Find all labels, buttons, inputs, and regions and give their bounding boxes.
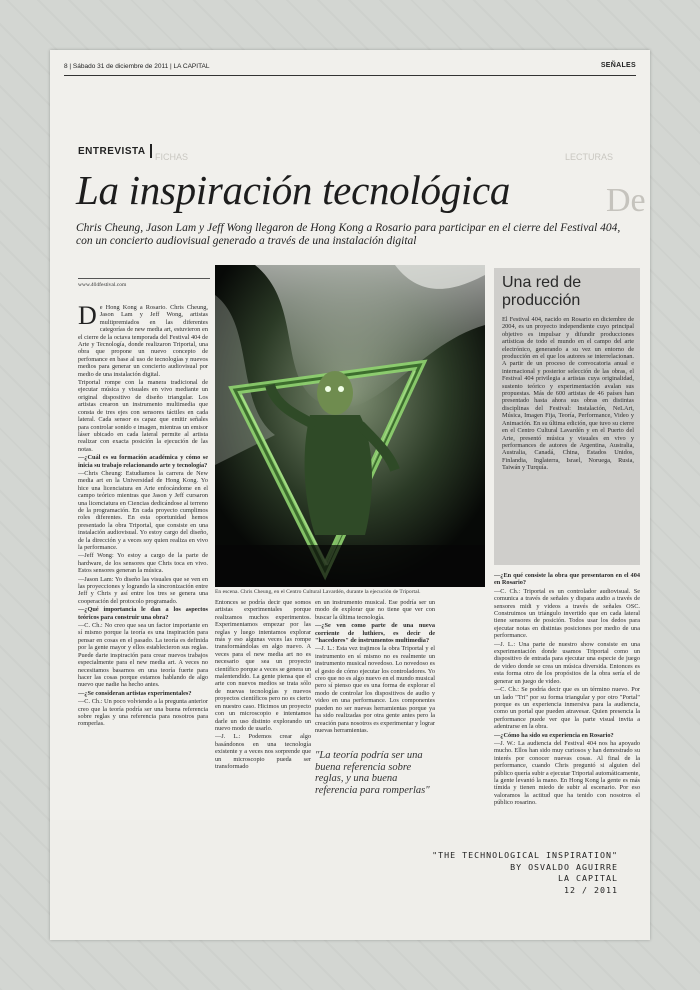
- ghost-text-fichas: FICHAS: [155, 152, 189, 162]
- drop-cap: D: [78, 304, 97, 330]
- column-2: [215, 599, 311, 814]
- question: —¿Cómo ha sido su experiencia en Rosario?: [494, 731, 614, 739]
- credit-publication: LA CAPITAL: [558, 873, 618, 883]
- answer: —C. Ch.: Triportal es un controlador audiovisual. Se comunica a través de señales y dispara audio a través de sensores midi y videos a través de señales OSC. Construimos un triángulo invertido que en cada lateral tiene sensores de posición. Todos usar los dedos para ejecutar notas en distintas posiciones por medio de una performance.: [494, 587, 640, 640]
- running-header: [64, 61, 636, 73]
- web-url: www.404festival.com: [78, 282, 127, 288]
- ghost-text-big: De: [606, 182, 646, 219]
- ghost-text-lecturas: LECTURAS: [565, 152, 614, 162]
- question: —¿En qué consiste la obra que presentaron en el 404 en Rosario?: [494, 572, 640, 587]
- header-rule: [64, 75, 636, 76]
- photo-caption: En escena. Chris Cheung, en el Centro Cultural Lavardén, durante la ejecución de Triportal.: [215, 589, 421, 595]
- answer: —Jason Lam: Yo diseño las visuales que se ven en las proyecciones y logrando la sincronización entre Jeff y Chris y así entre los tres se genera una cooperación del protocolo programado.: [78, 575, 208, 605]
- column-3: [315, 599, 435, 749]
- section-label: ENTREVISTA: [78, 146, 146, 157]
- section-divider: [150, 144, 152, 158]
- question: —¿Cuál es su formación académica y cómo se inicia su trabajo relacionando arte y tecnología?: [78, 454, 208, 469]
- credit-block: [350, 850, 618, 896]
- answer: —J. L.: Podemos crear algo basándonos en una tecnología existente y a veces nos sorprende que un microscopio pueda ser transformado: [215, 733, 311, 770]
- sidebar-box: [494, 268, 640, 565]
- photo-illustration: [215, 265, 485, 587]
- headline: La inspiración tecnológica: [76, 167, 511, 213]
- answer: —J. W.: La audiencia del Festival 404 nos ha apoyado mucho. Ellos han sido muy curiosos y han demostrado su interés por conocer nuevas cosas. Al final de la performance, cuando Chris preguntó si alguien del público quería subir a ejecutar Triportal automáticamente, la gente levantó la mano. En Hong Kong la gente es más tímida y tienen miedo de subir al escenario. Por eso valoramos la actitud que ha tenido con nosotros el público rosarino.: [494, 739, 640, 807]
- credit-author: BY OSVALDO AGUIRRE: [510, 861, 618, 872]
- sidebar-text: El Festival 404, nacido en Rosario en diciembre de 2004, es un proyecto independiente cuyo principal objetivo es impulsar y difundir producciones artísticas de todo el mundo en el campo del arte electrónico, generando a su vez un entorno de producción en el que los autores se interrelacionan. A partir de un proceso de convocatoria anual e internacional y posterior selección de las obras, el Festival 404 privilegia a artistas cuya originalidad, sustento teórico y experimentación avalan sus propuestas. Más de 600 artistas de 46 países han presentado hasta ahora sus obras en distintas disciplinas del Festival: Instalación, NeLArt, Música, Imagen Fija, Teoría, Performance, Video y Animación. En su última edición, que tuvo su cierre en el Centro Cultural Lavardén y en el Puerto del Arte, presentó música y visuales en vivo y performances de autores de Argentina, Australia, Australia, Canadá, China, Estados Unidos, Finlandia, Inglaterra, Israel, Noruega, Rusia, Taiwán y Turquía.: [502, 316, 634, 472]
- newspaper-clipping: [50, 50, 650, 820]
- answer: —C. Ch.: Un poco volviendo a la pregunta anterior creo que la teoría podría ser una buena referencia sobre reglas y una referencia para nosotros para romperlas.: [78, 698, 208, 728]
- column-4: [494, 572, 640, 816]
- credit-title: "THE TECHNOLOGICAL INSPIRATION": [432, 850, 618, 860]
- answer: —J. L.: Una parte de nuestro show consiste en una experimentación donde usamos Triportal como un dispositivo de entrada para ejecutar una especie de juego de video donde se crea un música diversida. Entonces es esta forma otro de los propósitos de la obra sería el de generar un juego de video.: [494, 640, 640, 685]
- performance-photo: [215, 265, 485, 587]
- url-rule: [78, 278, 210, 279]
- answer: —C. Ch.: Se podría decir que es un término nuevo. Por un lado "Tri" por su forma triangular y por otro "Portal" porque es un experiencia inmersiva para la audiencia, como un portal que pueden atravesar. Quien presencia la performance puede ver que la parte visual invita a adentrarse en la obra.: [494, 686, 640, 731]
- running-header-date: 8 | Sábado 31 de diciembre de 2011 | LA CAPITAL: [64, 63, 210, 70]
- paragraph: Entonces se podría decir que somos artistas experimentales porque realizamos muchos experimentos. Experimentamos empezar por las reglas y luego intentamos explorar más y eso algunas veces las rompe transformándolas en algo nuevo. A veces para el new media art no es necesario que sea un proyecto científico porque a veces se genera un malentendido. La gente piensa que el arte con nuevos medios se trata sólo de nuevas tecnologías y nuevos proyectos científicos pero no es cierto en nuestro caso. Hicimos un proyecto con un microscopio e intentamos darle un uso distinto explorando un nuevo modo de usarlo.: [215, 599, 311, 732]
- credit-date: 12 / 2011: [564, 884, 618, 895]
- question: —¿Se consideran artistas experimentales?: [78, 689, 192, 697]
- answer: —Chris Cheung: Estudiamos la carrera de New media art en la Universidad de Hong Kong. Yo hice una licenciatura en Arte enfocándome en el campo teórico mientras que Jason y Jeff cursaron una licenciatura en Ciencias dedicándose al terreno de la programación. En cada proyecto cumplimos roles diferentes. En esta oportunidad hemos presentado la obra Triportal, que consiste en una instalación audiovisual. Yo estoy cargo del diseño, de la dirección y a veces soy quien realiza en vivo la performance.: [78, 469, 208, 551]
- paragraph: e Hong Kong a Rosario. Chris Cheung, Jason Lam y Jeff Wong, artistas multipremiados en las diferentes categorías de new media art, estuvieron en el cierre de la octava temporada del Festival 404 de Arte y Tecnología, donde realizaron Triportal, una obra que propone un nuevo concepto de perfomance en base al uso de tecnologías y nuevos medios para generar un concierto audiovisual por medio de una instalación digital.: [78, 304, 208, 378]
- page-frame: [50, 50, 650, 940]
- deck-subtitle: Chris Cheung, Jason Lam y Jeff Wong llegaron de Hong Kong a Rosario para participar en el cierre del Festival 404, con un concierto audiovisual generado a través de una instalación digital: [76, 222, 621, 247]
- question: —¿Se ven como parte de una nueva corriente de luthiers, es decir de "hacedores" de instrumentos multimedia?: [315, 622, 435, 645]
- column-1: [78, 304, 208, 816]
- pull-quote: "La teoría podría ser una buena referencia sobre reglas, y una buena referencia para romperlas": [315, 750, 430, 796]
- running-header-section: SEÑALES: [600, 62, 636, 69]
- answer: —J. L.: Esta vez trajimos la obra Triportal y el instrumento en sí mismo no es realmente un instrumento musical novedoso. Lo novedoso es el gesto de cómo ejecutar los controladores. Yo creo que no es algo nuevo en el mundo musical pero sí pienso que es una forma de explorar el modo de controlar los dispositivos de audio y video en una performance. Los componentes pueden no ser nuevas herramientas porque ya ha sido realizadas por otra gente antes pero la creación para nosotros es experimentar y lograr nuevas herramientas.: [315, 645, 435, 734]
- question: —¿Qué importancia le dan a los aspectos teóricos para construir una obra?: [78, 606, 208, 621]
- sidebar-title: Una red de producción: [502, 274, 582, 309]
- answer: —Jeff Wong: Yo estoy a cargo de la parte de hardware, de los sensores que Chris toca en vivo. Estos sensores generan la música.: [78, 552, 208, 575]
- paragraph: en un instrumento musical. Ese podría ser un modo de explorar que no tiene que ver con buscar la última tecnología.: [315, 599, 435, 621]
- answer: —C. Ch.: No creo que sea un factor importante en sí mismo porque la teoría es una inspiración para pensar en cosas en el pasado. La teoría es definida por la gente mayor y ellos establecieron sus reglas. Puede darte inspiración para crear nuevos trabajos especialmente para el new media art. A veces no necesitamos basarnos en una teoría fuerte para hacer las cosas porque estamos hablando de algo nuevo que nadie ha hecho antes.: [78, 622, 208, 689]
- paragraph: Triportal rompe con la manera tradicional de ejecutar música y visuales en vivo mediante un original dispositivo de diseño triangular. Los artistas crearon un instrumento multimedia que consta de tres ejes con sensores táctiles en cada lateral. Cada sensor es capaz que emitir señales para controlar sonido e imagen, mientras un emisor láser ubicado en cada lateral permite al artista realizar con exacta posición la ejecución de las notas.: [78, 379, 208, 453]
